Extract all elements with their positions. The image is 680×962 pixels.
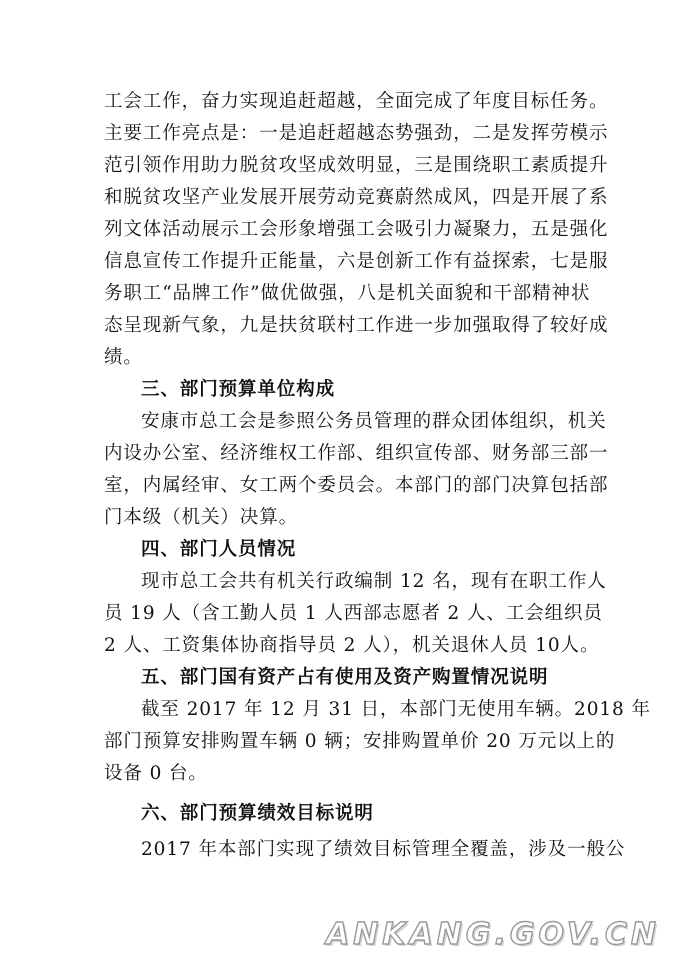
- body-line: 2 人、工资集体协商指导员 2 人），机关退休人员 10人。: [104, 635, 600, 656]
- body-line: 设备 0 台。: [104, 763, 208, 784]
- body-line: 内设办公室、经济维权工作部、组织宣传部、财务部三部一: [104, 443, 609, 464]
- body-line: 态呈现新气象，九是扶贫联村工作进一步加强取得了较好成: [104, 315, 609, 336]
- body-line: 员 19 人（含工勤人员 1 人西部志愿者 2 人、工会组织员: [104, 603, 603, 624]
- body-line: 2017 年本部门实现了绩效目标管理全覆盖，涉及一般公: [141, 839, 626, 860]
- site-watermark: ANKANG.GOV.CN: [325, 917, 660, 952]
- body-line: 主要工作亮点是：一是追赶超越态势强劲，二是发挥劳模示: [104, 123, 609, 144]
- section-heading: 五、部门国有资产占有使用及资产购置情况说明: [141, 667, 549, 688]
- body-line: 现市总工会共有机关行政编制 12 名，现有在职工作人: [141, 571, 607, 592]
- body-line: 列文体活动展示工会形象增强工会吸引力凝聚力，五是强化: [104, 219, 609, 240]
- body-line: 务职工“品牌工作”做优做强，八是机关面貌和干部精神状: [104, 283, 591, 304]
- body-line: 范引领作用助力脱贫攻坚成效明显，三是围绕职工素质提升: [104, 155, 609, 176]
- section-heading: 六、部门预算绩效目标说明: [141, 803, 374, 824]
- body-line: 工会工作，奋力实现追赶超越，全面完成了年度目标任务。: [104, 91, 609, 112]
- body-line: 和脱贫攻坚产业发展开展劳动竞赛蔚然成风，四是开展了系: [104, 187, 609, 208]
- body-line: 信息宣传工作提升正能量，六是创新工作有益探索，七是服: [104, 251, 609, 272]
- body-line: 门本级（机关）决算。: [104, 507, 299, 528]
- body-line: 室，内属经审、女工两个委员会。本部门的部门决算包括部: [104, 475, 609, 496]
- section-heading: 四、部门人员情况: [141, 539, 297, 560]
- body-line: 部门预算安排购置车辆 0 辆；安排购置单价 20 万元以上的: [104, 731, 616, 752]
- section-heading: 三、部门预算单位构成: [141, 379, 336, 400]
- body-line: 截至 2017 年 12 月 31 日，本部门无使用车辆。2018 年: [141, 699, 651, 720]
- body-line: 安康市总工会是参照公务员管理的群众团体组织，机关: [141, 411, 607, 432]
- body-line: 绩。: [104, 347, 143, 368]
